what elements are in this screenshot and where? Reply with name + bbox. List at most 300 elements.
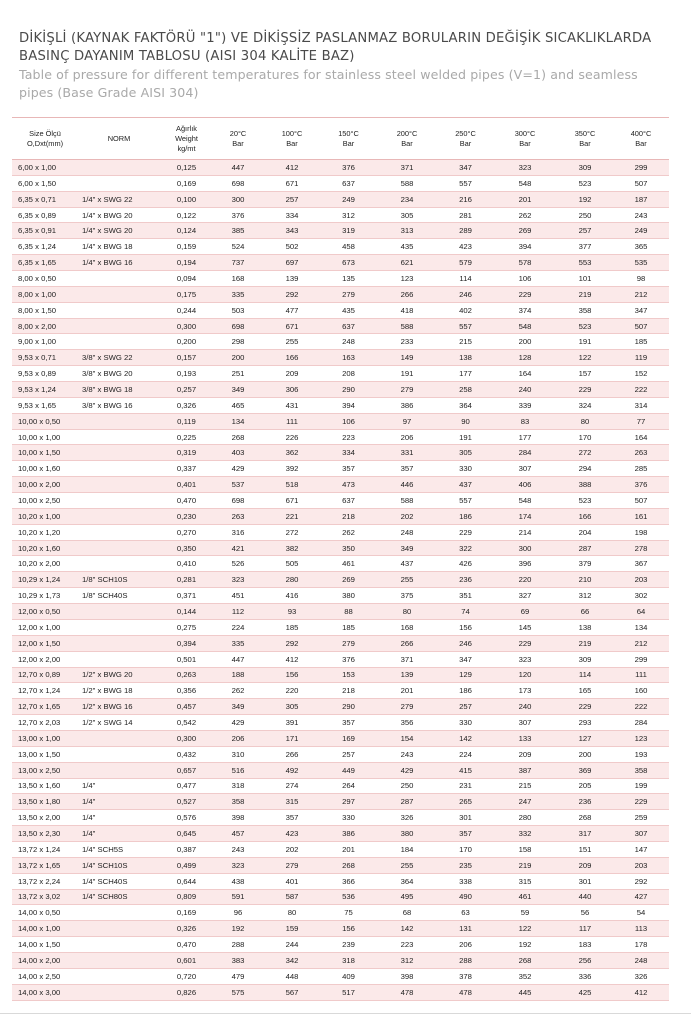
pressure-cell: 358 xyxy=(613,762,669,778)
weight-cell: 0,094 xyxy=(160,271,213,287)
column-header-top: NORM xyxy=(107,133,131,143)
table-row xyxy=(12,683,669,699)
norm-cell xyxy=(78,762,160,778)
pressure-cell: 173 xyxy=(493,683,557,699)
table-row xyxy=(12,762,669,778)
pressure-cell: 421 xyxy=(213,540,263,556)
column-header-mid: Weight xyxy=(175,133,198,143)
column-header-bottom: Bar xyxy=(232,138,244,148)
pressure-cell: 272 xyxy=(557,445,613,461)
size-cell: 13,72 x 1,65 xyxy=(12,857,78,873)
weight-cell: 0,319 xyxy=(160,445,213,461)
table-row xyxy=(12,857,669,873)
pressure-cell: 523 xyxy=(557,318,613,334)
column-header-bottom: Bar xyxy=(519,138,531,148)
pressure-cell: 235 xyxy=(438,857,493,873)
weight-cell: 0,387 xyxy=(160,841,213,857)
norm-cell xyxy=(78,175,160,191)
pressure-cell: 536 xyxy=(321,889,376,905)
pressure-cell: 343 xyxy=(263,223,321,239)
table-row xyxy=(12,366,669,382)
size-cell: 14,00 x 2,50 xyxy=(12,968,78,984)
norm-cell: 1/2" x BWG 16 xyxy=(78,699,160,715)
pressure-cell: 526 xyxy=(213,556,263,572)
pressure-cell: 737 xyxy=(213,255,263,271)
weight-cell: 0,371 xyxy=(160,588,213,604)
weight-cell: 0,300 xyxy=(160,318,213,334)
pressure-cell: 279 xyxy=(376,382,438,398)
norm-cell xyxy=(78,445,160,461)
pressure-cell: 236 xyxy=(557,794,613,810)
pressure-cell: 446 xyxy=(376,477,438,493)
pressure-cell: 292 xyxy=(613,873,669,889)
pressure-cell: 106 xyxy=(493,271,557,287)
pressure-cell: 177 xyxy=(493,429,557,445)
weight-cell: 0,159 xyxy=(160,239,213,255)
pressure-cell: 438 xyxy=(213,873,263,889)
pressure-cell: 517 xyxy=(321,984,376,1000)
weight-cell: 0,270 xyxy=(160,524,213,540)
weight-cell: 0,225 xyxy=(160,429,213,445)
pressure-cell: 166 xyxy=(263,350,321,366)
table-row xyxy=(12,715,669,731)
table-row xyxy=(12,302,669,318)
size-cell: 8,00 x 0,50 xyxy=(12,271,78,287)
norm-cell: 3/8" x SWG 22 xyxy=(78,350,160,366)
pressure-cell: 429 xyxy=(213,715,263,731)
pressure-cell: 156 xyxy=(438,619,493,635)
pressure-cell: 537 xyxy=(213,477,263,493)
pressure-cell: 505 xyxy=(263,556,321,572)
pressure-cell: 215 xyxy=(493,778,557,794)
pressure-cell: 220 xyxy=(263,683,321,699)
pressure-cell: 185 xyxy=(321,619,376,635)
pressure-cell: 219 xyxy=(557,635,613,651)
pressure-cell: 448 xyxy=(263,968,321,984)
pressure-cell: 318 xyxy=(321,952,376,968)
table-row xyxy=(12,160,669,176)
pressure-cell: 342 xyxy=(263,952,321,968)
pressure-cell: 698 xyxy=(213,318,263,334)
weight-cell: 0,410 xyxy=(160,556,213,572)
norm-cell: 1/2" x SWG 14 xyxy=(78,715,160,731)
pressure-cell: 149 xyxy=(376,350,438,366)
size-cell: 12,70 x 1,65 xyxy=(12,699,78,715)
pressure-cell: 502 xyxy=(263,239,321,255)
norm-cell: 1/2" x BWG 20 xyxy=(78,667,160,683)
pressure-cell: 401 xyxy=(263,873,321,889)
pressure-cell: 268 xyxy=(493,952,557,968)
pressure-cell: 229 xyxy=(493,286,557,302)
norm-cell xyxy=(78,905,160,921)
pressure-cell: 335 xyxy=(213,635,263,651)
pressure-cell: 147 xyxy=(613,841,669,857)
pressure-cell: 202 xyxy=(376,508,438,524)
pressure-cell: 219 xyxy=(493,857,557,873)
pressure-cell: 323 xyxy=(213,572,263,588)
norm-cell xyxy=(78,286,160,302)
table-row xyxy=(12,826,669,842)
column-header xyxy=(263,118,321,160)
weight-cell: 0,826 xyxy=(160,984,213,1000)
norm-cell xyxy=(78,921,160,937)
pressure-cell: 292 xyxy=(263,286,321,302)
pressure-cell: 113 xyxy=(613,921,669,937)
pressure-cell: 310 xyxy=(213,746,263,762)
table-row xyxy=(12,604,669,620)
norm-cell: 1/4" x BWG 16 xyxy=(78,255,160,271)
pressure-cell: 386 xyxy=(376,397,438,413)
size-cell: 14,00 x 3,00 xyxy=(12,984,78,1000)
pressure-cell: 378 xyxy=(438,968,493,984)
pressure-cell: 423 xyxy=(438,239,493,255)
pressure-cell: 458 xyxy=(321,239,376,255)
pressure-cell: 198 xyxy=(613,524,669,540)
table-row xyxy=(12,334,669,350)
pressure-cell: 416 xyxy=(263,588,321,604)
norm-cell xyxy=(78,429,160,445)
pressure-cell: 523 xyxy=(557,493,613,509)
pressure-cell: 114 xyxy=(557,667,613,683)
pressure-cell: 280 xyxy=(493,810,557,826)
pressure-cell: 697 xyxy=(263,255,321,271)
pressure-cell: 249 xyxy=(613,223,669,239)
pressure-cell: 168 xyxy=(213,271,263,287)
pressure-cell: 375 xyxy=(376,588,438,604)
weight-cell: 0,157 xyxy=(160,350,213,366)
pressure-cell: 376 xyxy=(213,207,263,223)
pressure-cell: 351 xyxy=(438,588,493,604)
column-header xyxy=(613,118,669,160)
pressure-cell: 243 xyxy=(213,841,263,857)
column-header-top: Ağırlık xyxy=(176,123,197,133)
table-row xyxy=(12,429,669,445)
weight-cell: 0,657 xyxy=(160,762,213,778)
pressure-cell: 332 xyxy=(493,826,557,842)
pressure-cell: 256 xyxy=(557,952,613,968)
pressure-cell: 171 xyxy=(263,730,321,746)
pressure-cell: 376 xyxy=(321,651,376,667)
pressure-cell: 288 xyxy=(438,952,493,968)
pressure-table xyxy=(12,117,669,1001)
pressure-cell: 548 xyxy=(493,175,557,191)
weight-cell: 0,257 xyxy=(160,382,213,398)
pressure-cell: 588 xyxy=(376,318,438,334)
pressure-cell: 145 xyxy=(493,619,557,635)
pressure-cell: 423 xyxy=(263,826,321,842)
pressure-cell: 234 xyxy=(376,191,438,207)
pressure-cell: 461 xyxy=(493,889,557,905)
pressure-cell: 212 xyxy=(613,286,669,302)
pressure-cell: 319 xyxy=(321,223,376,239)
column-header-top: 250°C xyxy=(455,128,476,138)
pressure-cell: 269 xyxy=(321,572,376,588)
pressure-cell: 356 xyxy=(376,715,438,731)
pressure-cell: 302 xyxy=(613,588,669,604)
pressure-cell: 440 xyxy=(557,889,613,905)
pressure-cell: 119 xyxy=(613,350,669,366)
pressure-cell: 289 xyxy=(438,223,493,239)
size-cell: 12,00 x 2,00 xyxy=(12,651,78,667)
bottom-divider xyxy=(0,1013,691,1014)
pressure-cell: 54 xyxy=(613,905,669,921)
pressure-cell: 621 xyxy=(376,255,438,271)
size-cell: 9,53 x 0,71 xyxy=(12,350,78,366)
size-cell: 12,70 x 2,03 xyxy=(12,715,78,731)
pressure-cell: 557 xyxy=(438,318,493,334)
pressure-cell: 323 xyxy=(213,857,263,873)
pressure-cell: 206 xyxy=(376,429,438,445)
pressure-cell: 122 xyxy=(493,921,557,937)
pressure-cell: 266 xyxy=(376,286,438,302)
column-header-top: 20°C xyxy=(229,128,247,138)
pressure-cell: 588 xyxy=(376,493,438,509)
column-header-top: 150°C xyxy=(338,128,359,138)
norm-cell: 1/4" x SWG 20 xyxy=(78,223,160,239)
pressure-cell: 376 xyxy=(321,160,376,176)
pressure-cell: 374 xyxy=(493,302,557,318)
pressure-cell: 209 xyxy=(263,366,321,382)
pressure-cell: 402 xyxy=(438,302,493,318)
norm-cell: 3/8" x BWG 20 xyxy=(78,366,160,382)
pressure-cell: 323 xyxy=(493,651,557,667)
pressure-cell: 257 xyxy=(321,746,376,762)
pressure-cell: 255 xyxy=(376,572,438,588)
weight-cell: 0,720 xyxy=(160,968,213,984)
pressure-cell: 426 xyxy=(438,556,493,572)
pressure-cell: 548 xyxy=(493,493,557,509)
pressure-cell: 152 xyxy=(613,366,669,382)
pressure-cell: 637 xyxy=(321,318,376,334)
column-header-bottom: Bar xyxy=(459,138,472,148)
pressure-cell: 383 xyxy=(213,952,263,968)
pressure-cell: 123 xyxy=(376,271,438,287)
pressure-cell: 339 xyxy=(493,397,557,413)
pressure-cell: 203 xyxy=(613,572,669,588)
pressure-cell: 202 xyxy=(263,841,321,857)
column-header-bottom: O,Dxt(mm) xyxy=(26,138,64,148)
norm-cell: 1/4" x BWG 18 xyxy=(78,239,160,255)
weight-cell: 0,230 xyxy=(160,508,213,524)
pressure-cell: 154 xyxy=(376,730,438,746)
pressure-cell: 206 xyxy=(213,730,263,746)
table-row xyxy=(12,508,669,524)
pressure-cell: 307 xyxy=(493,715,557,731)
size-cell: 13,50 x 1,60 xyxy=(12,778,78,794)
pressure-cell: 306 xyxy=(263,382,321,398)
pressure-cell: 131 xyxy=(438,921,493,937)
weight-cell: 0,281 xyxy=(160,572,213,588)
size-cell: 13,50 x 1,80 xyxy=(12,794,78,810)
pressure-cell: 74 xyxy=(438,604,493,620)
pressure-cell: 473 xyxy=(321,477,376,493)
table-row xyxy=(12,493,669,509)
pressure-cell: 101 xyxy=(557,271,613,287)
pressure-cell: 206 xyxy=(438,937,493,953)
pressure-cell: 246 xyxy=(438,286,493,302)
pressure-cell: 338 xyxy=(438,873,493,889)
table-row xyxy=(12,873,669,889)
pressure-cell: 298 xyxy=(213,334,263,350)
pressure-cell: 201 xyxy=(376,683,438,699)
pressure-cell: 139 xyxy=(263,271,321,287)
pressure-cell: 186 xyxy=(438,508,493,524)
pressure-cell: 122 xyxy=(557,350,613,366)
pressure-cell: 229 xyxy=(613,794,669,810)
pressure-cell: 263 xyxy=(213,508,263,524)
pressure-cell: 637 xyxy=(321,175,376,191)
table-row xyxy=(12,937,669,953)
size-cell: 10,20 x 1,00 xyxy=(12,508,78,524)
pressure-cell: 376 xyxy=(613,477,669,493)
pressure-cell: 478 xyxy=(376,984,438,1000)
pressure-cell: 284 xyxy=(613,715,669,731)
norm-cell xyxy=(78,730,160,746)
weight-cell: 0,122 xyxy=(160,207,213,223)
column-header-bottom: Bar xyxy=(401,138,413,148)
pressure-cell: 192 xyxy=(213,921,263,937)
pressure-cell: 240 xyxy=(493,382,557,398)
pressure-cell: 326 xyxy=(613,968,669,984)
norm-cell: 1/4" xyxy=(78,778,160,794)
pressure-cell: 326 xyxy=(376,810,438,826)
pressure-cell: 156 xyxy=(321,921,376,937)
pressure-cell: 244 xyxy=(263,937,321,953)
pressure-cell: 216 xyxy=(438,191,493,207)
weight-cell: 0,200 xyxy=(160,334,213,350)
pressure-cell: 214 xyxy=(493,524,557,540)
weight-cell: 0,457 xyxy=(160,699,213,715)
pressure-cell: 281 xyxy=(438,207,493,223)
size-cell: 10,00 x 1,60 xyxy=(12,461,78,477)
pressure-cell: 323 xyxy=(493,160,557,176)
pressure-cell: 192 xyxy=(493,937,557,953)
pressure-cell: 68 xyxy=(376,905,438,921)
norm-cell: 1/4" SCH10S xyxy=(78,857,160,873)
size-cell: 6,35 x 1,24 xyxy=(12,239,78,255)
size-cell: 10,29 x 1,73 xyxy=(12,588,78,604)
pressure-cell: 174 xyxy=(493,508,557,524)
size-cell: 13,72 x 1,24 xyxy=(12,841,78,857)
pressure-cell: 461 xyxy=(321,556,376,572)
pressure-cell: 516 xyxy=(213,762,263,778)
pressure-cell: 591 xyxy=(213,889,263,905)
table-row xyxy=(12,572,669,588)
pressure-cell: 269 xyxy=(493,223,557,239)
pressure-cell: 330 xyxy=(321,810,376,826)
size-cell: 12,00 x 0,50 xyxy=(12,604,78,620)
pressure-cell: 507 xyxy=(613,493,669,509)
pressure-cell: 220 xyxy=(493,572,557,588)
norm-cell xyxy=(78,746,160,762)
weight-cell: 0,144 xyxy=(160,604,213,620)
pressure-cell: 477 xyxy=(263,302,321,318)
pressure-cell: 112 xyxy=(213,604,263,620)
size-cell: 9,53 x 0,89 xyxy=(12,366,78,382)
pressure-cell: 312 xyxy=(321,207,376,223)
column-header-bottom: Bar xyxy=(579,138,591,148)
header-row xyxy=(12,118,669,160)
pressure-cell: 111 xyxy=(263,413,321,429)
pressure-cell: 98 xyxy=(613,271,669,287)
pressure-cell: 170 xyxy=(438,841,493,857)
size-cell: 9,53 x 1,65 xyxy=(12,397,78,413)
pressure-cell: 268 xyxy=(213,429,263,445)
pressure-cell: 334 xyxy=(321,445,376,461)
pressure-cell: 301 xyxy=(438,810,493,826)
pressure-cell: 369 xyxy=(557,762,613,778)
pressure-cell: 111 xyxy=(613,667,669,683)
pressure-cell: 229 xyxy=(493,635,557,651)
pressure-cell: 437 xyxy=(376,556,438,572)
pressure-cell: 336 xyxy=(557,968,613,984)
pressure-cell: 223 xyxy=(321,429,376,445)
pressure-cell: 134 xyxy=(213,413,263,429)
size-cell: 13,50 x 2,00 xyxy=(12,810,78,826)
column-header-top: Size Ölçü xyxy=(29,128,61,138)
pressure-cell: 637 xyxy=(321,493,376,509)
pressure-cell: 210 xyxy=(557,572,613,588)
pressure-cell: 479 xyxy=(213,968,263,984)
pressure-cell: 349 xyxy=(376,540,438,556)
pressure-cell: 294 xyxy=(557,461,613,477)
size-cell: 13,72 x 2,24 xyxy=(12,873,78,889)
pressure-cell: 495 xyxy=(376,889,438,905)
pressure-table-container xyxy=(12,117,669,1001)
pressure-cell: 66 xyxy=(557,604,613,620)
pressure-cell: 199 xyxy=(613,778,669,794)
pressure-cell: 279 xyxy=(263,857,321,873)
table-row xyxy=(12,397,669,413)
pressure-cell: 347 xyxy=(438,160,493,176)
norm-cell: 1/4" xyxy=(78,794,160,810)
pressure-cell: 248 xyxy=(613,952,669,968)
weight-cell: 0,326 xyxy=(160,397,213,413)
pressure-cell: 579 xyxy=(438,255,493,271)
table-row xyxy=(12,889,669,905)
size-cell: 8,00 x 2,00 xyxy=(12,318,78,334)
pressure-cell: 88 xyxy=(321,604,376,620)
norm-cell xyxy=(78,556,160,572)
pressure-cell: 398 xyxy=(213,810,263,826)
pressure-cell: 205 xyxy=(557,778,613,794)
weight-cell: 0,527 xyxy=(160,794,213,810)
title-english-line-2: pipes (Base Grade AISI 304) xyxy=(19,84,199,100)
pressure-cell: 331 xyxy=(376,445,438,461)
pressure-cell: 327 xyxy=(493,588,557,604)
pressure-cell: 398 xyxy=(376,968,438,984)
pressure-cell: 335 xyxy=(213,286,263,302)
size-cell: 12,70 x 1,24 xyxy=(12,683,78,699)
pressure-cell: 258 xyxy=(438,382,493,398)
weight-cell: 0,809 xyxy=(160,889,213,905)
pressure-cell: 222 xyxy=(613,382,669,398)
pressure-cell: 266 xyxy=(376,635,438,651)
pressure-cell: 69 xyxy=(493,604,557,620)
table-row xyxy=(12,841,669,857)
pressure-cell: 257 xyxy=(438,699,493,715)
pressure-cell: 357 xyxy=(263,810,321,826)
pressure-cell: 578 xyxy=(493,255,557,271)
norm-cell: 1/4" xyxy=(78,826,160,842)
pressure-cell: 305 xyxy=(263,699,321,715)
pressure-cell: 265 xyxy=(438,794,493,810)
title-turkish-line-2: BASINÇ DAYANIM TABLOSU (AISI 304 KALİTE BAZ) xyxy=(19,49,355,64)
pressure-cell: 492 xyxy=(263,762,321,778)
pressure-cell: 157 xyxy=(557,366,613,382)
norm-cell xyxy=(78,508,160,524)
norm-cell: 1/4" x SWG 22 xyxy=(78,191,160,207)
